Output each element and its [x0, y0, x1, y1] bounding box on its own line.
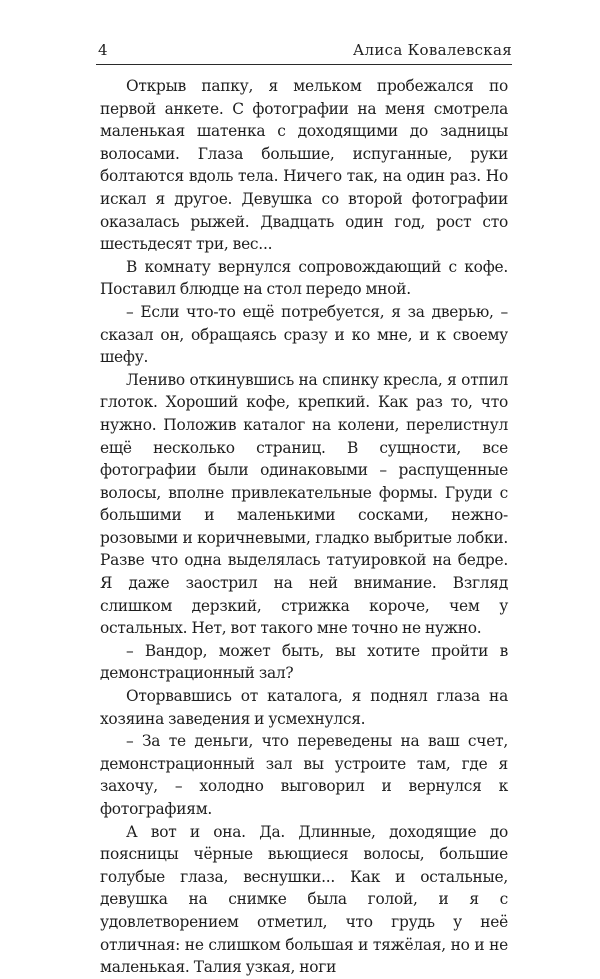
paragraph: – Вандор, может быть, вы хотите пройти в демонстрационный зал? [100, 641, 508, 683]
paragraph: А вот и она. Да. Длинные, доходящие до поясницы чёрные вьющиеся волосы, большие голубые глаза, веснушки... Как и остальные, девушка на снимке была голой, и я с удовлетворением отметил, что грудь у неё отличная: не слишком большая и тяжёлая, но и не маленькая. Талия узкая, ноги [100, 822, 508, 977]
page-header [96, 40, 512, 65]
body-text [100, 75, 508, 979]
paragraph: – За те деньги, что переведены на ваш счет, демонстрационный зал вы устроите там, где я захочу, – холодно выговорил и вернулся к фотографиям. [100, 732, 508, 818]
paragraph: Открыв папку, я мельком пробежался по первой анкете. С фотографии на меня смотрела маленькая шатенка с доходящими до задницы волосами. Глаза большие, испуганные, руки болтаются вдоль тела. Ничего так, на один раз. Но искал я другое. Девушка со второй фотографии оказалась рыжей. Двадцать один год, рост сто шестьдесят три, вес... [100, 77, 508, 254]
running-title: Алиса Ковалевская [352, 41, 512, 59]
paragraph: Лениво откинувшись на спинку кресла, я отпил глоток. Хороший кофе, крепкий. Как раз то, что нужно. Положив каталог на колени, перелистнул ещё несколько страниц. В сущности, все фотографии были одинаковыми – распущенные волосы, вполне привлекательные формы. Груди с большими и маленькими сосками, нежно-розовыми и коричневыми, гладко выбритые лобки. Разве что одна выделялась татуировкой на бедре. Я даже заострил на ней внимание. Взгляд слишком дерзкий, стрижка короче, чем у остальных. Нет, вот такого мне точно не нужно. [100, 370, 508, 638]
paragraph: Оторвавшись от каталога, я поднял глаза на хозяина заведения и усмехнулся. [100, 687, 508, 728]
page-number: 4 [98, 41, 108, 59]
paragraph: – Если что-то ещё потребуется, я за дверью, – сказал он, обращаясь сразу и ко мне, и к своему шефу. [100, 302, 508, 367]
paragraph: В комнату вернулся сопровождающий с кофе. Поставил блюдце на стол передо мной. [100, 257, 508, 299]
